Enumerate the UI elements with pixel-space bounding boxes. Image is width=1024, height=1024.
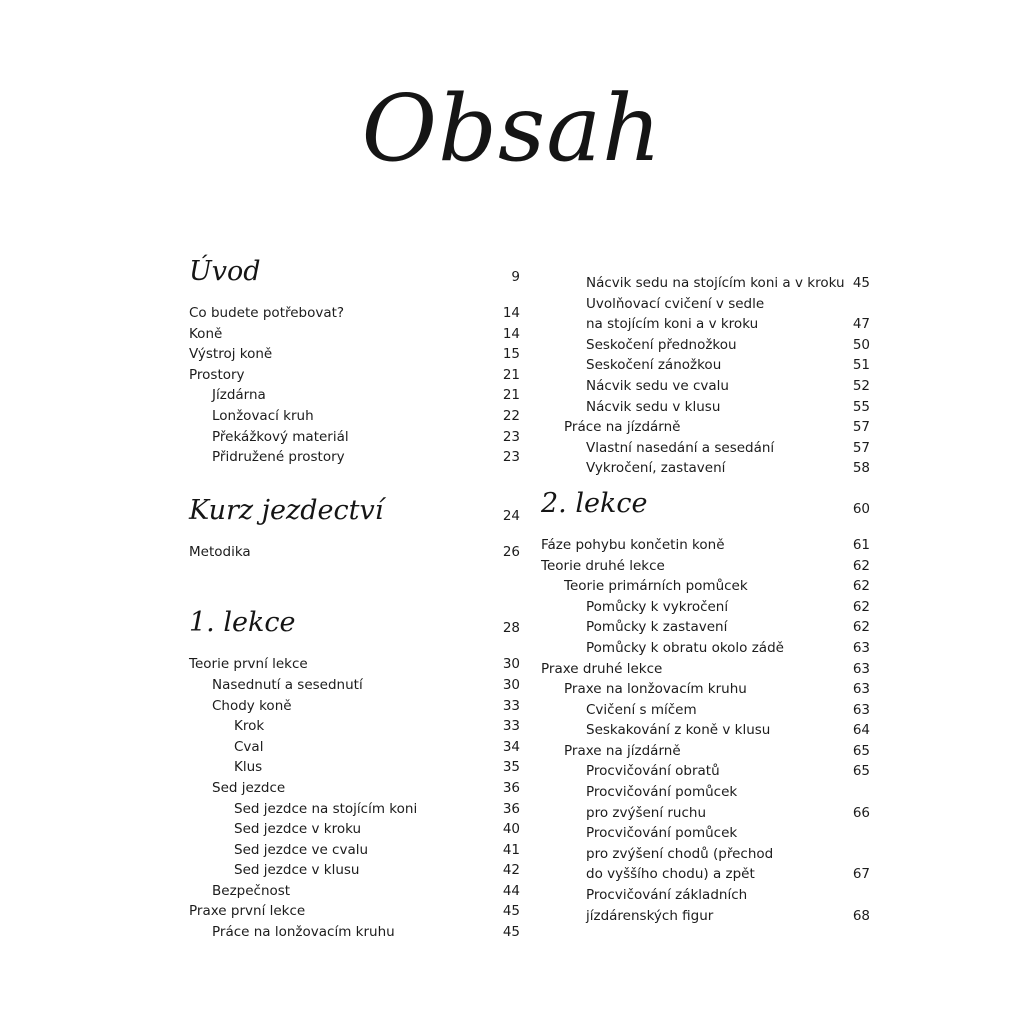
page-number: 41 [502, 841, 520, 858]
toc-entry [541, 823, 870, 844]
entry-title: Seskakování z koně v klusu [586, 722, 771, 739]
entry-title: Procvičování pomůcek [586, 825, 738, 842]
entry-title: Klus [234, 759, 263, 776]
page-number: 30 [502, 676, 520, 693]
toc-entry [189, 757, 520, 778]
toc-entry [541, 576, 870, 597]
page-number: 45 [852, 275, 870, 291]
entry-title: Praxe na lonžovacím kruhu [564, 681, 747, 698]
toc-entry [541, 335, 870, 356]
toc-entry [189, 840, 520, 861]
toc-entry [541, 417, 870, 438]
page-number: 62 [852, 598, 870, 615]
page-number: 68 [852, 907, 870, 924]
toc-entry [541, 761, 870, 782]
toc-entry [189, 799, 520, 820]
toc-entry [189, 365, 520, 386]
entry-title: jízdárenských figur [586, 907, 714, 924]
toc-entry [541, 782, 870, 803]
toc-entry [189, 542, 520, 563]
entry-title: Procvičování pomůcek [586, 784, 738, 801]
toc-entry [189, 427, 520, 448]
toc-entry [541, 638, 870, 659]
section-title: Úvod [189, 256, 261, 287]
entry-title: Nácvik sedu ve cvalu [586, 377, 729, 394]
section-title: 1. lekce [189, 607, 296, 639]
page-number: 63 [852, 660, 870, 677]
toc-entry [541, 659, 870, 680]
section-title: Kurz jezdectví [189, 494, 384, 526]
entry-title: Seskočení zánožkou [586, 357, 722, 374]
page-number: 57 [852, 419, 870, 436]
toc-entry [541, 844, 870, 865]
toc-entry [189, 303, 520, 324]
entry-title: Pomůcky k vykročení [586, 598, 729, 615]
entry-title: Seskočení přednožkou [586, 336, 737, 353]
entry-title: Sed jezdce v kroku [234, 821, 362, 838]
page-number: 15 [502, 346, 520, 363]
toc-section [189, 608, 520, 644]
entry-title: pro zvýšení ruchu [586, 804, 707, 821]
page-number: 62 [852, 578, 870, 595]
page-number: 63 [852, 639, 870, 656]
page-number: 66 [852, 804, 870, 821]
page-number: 60 [852, 500, 870, 517]
spacer [189, 644, 520, 654]
page-number: 21 [502, 366, 520, 383]
toc-entry [189, 860, 520, 881]
entry-title: Sed jezdce [212, 779, 286, 796]
entry-title: Chody koně [212, 697, 292, 714]
page-number: 14 [502, 305, 520, 321]
page-number: 22 [502, 407, 520, 424]
entry-title: Cval [234, 738, 264, 755]
toc-entry [541, 741, 870, 762]
page-number: 40 [502, 821, 520, 838]
entry-title: Vlastní nasedání a sesedání [586, 439, 775, 456]
toc-entry [189, 675, 520, 696]
page-number: 61 [852, 536, 870, 553]
toc-column-right [541, 273, 870, 926]
page-number: 55 [852, 398, 870, 415]
page-number: 14 [502, 325, 520, 342]
entry-title: na stojícím koni a v kroku [586, 316, 759, 333]
entry-title: Bezpečnost [212, 882, 291, 899]
entry-title: Praxe druhé lekce [541, 660, 663, 677]
entry-title: Fáze pohybu končetin koně [541, 536, 725, 553]
page-title: Obsah [361, 75, 663, 182]
page-number: 62 [852, 557, 870, 574]
entry-title: Krok [234, 718, 265, 735]
entry-title: Pomůcky k obratu okolo zádě [586, 639, 784, 656]
page-number: 51 [852, 357, 870, 374]
entry-title: Sed jezdce v klusu [234, 862, 360, 879]
page-number: 62 [852, 619, 870, 636]
toc-entry [189, 901, 520, 922]
entry-title: Překážkový materiál [212, 428, 349, 445]
page-number: 33 [502, 697, 520, 714]
toc-section [541, 489, 870, 525]
toc-entry [189, 654, 520, 675]
entry-title: Procvičování základních [586, 887, 748, 904]
entry-title: Cvičení s míčem [586, 701, 697, 718]
page-number: 28 [502, 620, 520, 637]
page-number: 21 [502, 387, 520, 404]
toc-entry [541, 355, 870, 376]
entry-title: Sed jezdce na stojícím koni [234, 800, 418, 817]
toc-entry [541, 720, 870, 741]
entry-title: Co budete potřebovat? [189, 305, 345, 321]
page-number: 67 [852, 866, 870, 883]
entry-title: Sed jezdce ve cvalu [234, 841, 369, 858]
spacer [189, 293, 520, 303]
toc-entry [541, 458, 870, 479]
entry-title: Teorie druhé lekce [541, 557, 665, 574]
page-number: 36 [502, 800, 520, 817]
page-number: 36 [502, 779, 520, 796]
spacer [189, 532, 520, 542]
page-number: 23 [502, 428, 520, 445]
toc-entry [541, 535, 870, 556]
toc-entry [541, 617, 870, 638]
toc-entry [541, 700, 870, 721]
toc-entry [189, 737, 520, 758]
toc-entry [189, 819, 520, 840]
page-number: 58 [852, 460, 870, 477]
page-number: 64 [852, 722, 870, 739]
toc-entry [541, 556, 870, 577]
page-number: 50 [852, 336, 870, 353]
page-number: 33 [502, 718, 520, 735]
page-number: 30 [502, 656, 520, 673]
toc-section [189, 257, 520, 293]
page-number: 47 [852, 316, 870, 333]
toc-entry [541, 864, 870, 885]
entry-title: Nácvik sedu v klusu [586, 398, 721, 415]
page-number: 63 [852, 681, 870, 698]
page-number: 65 [852, 742, 870, 759]
toc-entry [541, 376, 870, 397]
spacer [189, 562, 520, 608]
page-number: 24 [502, 507, 520, 524]
toc-entry [189, 344, 520, 365]
toc-entry [541, 679, 870, 700]
toc-entry [189, 406, 520, 427]
entry-title: Teorie primárních pomůcek [564, 578, 748, 595]
toc-entry [189, 447, 520, 468]
toc-entry [541, 803, 870, 824]
toc-entry [189, 778, 520, 799]
section-title: 2. lekce [541, 487, 648, 519]
toc-entry [541, 314, 870, 335]
entry-title: Lonžovací kruh [212, 407, 314, 424]
toc-entry [189, 324, 520, 345]
page-number: 57 [852, 439, 870, 456]
entry-title: Jízdárna [212, 387, 266, 404]
entry-title: Metodika [189, 543, 251, 560]
entry-title: Nácvik sedu na stojícím koni a v kroku [586, 275, 845, 291]
entry-title: Nasednutí a sesednutí [212, 676, 363, 693]
toc-section [189, 496, 520, 532]
page-number: 9 [511, 269, 520, 285]
entry-title: Koně [189, 325, 223, 342]
page-number: 45 [502, 924, 520, 941]
spacer [189, 468, 520, 496]
toc-entry [541, 273, 870, 294]
toc-entry [541, 438, 870, 459]
toc-entry [189, 385, 520, 406]
toc-entry [189, 881, 520, 902]
entry-title: Práce na jízdárně [564, 419, 681, 436]
toc-entry [189, 922, 520, 943]
page-number: 52 [852, 377, 870, 394]
entry-title: Teorie první lekce [189, 656, 308, 673]
page-number: 34 [502, 738, 520, 755]
page-number: 23 [502, 449, 520, 466]
entry-title: Pomůcky k zastavení [586, 619, 728, 636]
entry-title: Procvičování obratů [586, 763, 720, 780]
entry-title: Práce na lonžovacím kruhu [212, 924, 395, 941]
entry-title: Přidružené prostory [212, 449, 345, 466]
entry-title: Uvolňovací cvičení v sedle [586, 295, 765, 312]
page-number: 63 [852, 701, 870, 718]
entry-title: Prostory [189, 366, 245, 383]
entry-title: Praxe první lekce [189, 903, 306, 920]
page-number: 42 [502, 862, 520, 879]
entry-title: Praxe na jízdárně [564, 742, 681, 759]
entry-title: Výstroj koně [189, 346, 273, 363]
page-number: 45 [502, 903, 520, 920]
toc-entry [541, 294, 870, 315]
toc-entry [541, 597, 870, 618]
spacer [541, 525, 870, 535]
entry-title: do vyššího chodu) a zpět [586, 866, 755, 883]
toc-entry [541, 906, 870, 927]
toc-entry [541, 397, 870, 418]
toc-column-left [189, 257, 520, 943]
entry-title: pro zvýšení chodů (přechod [586, 845, 774, 862]
toc-entry [541, 885, 870, 906]
page-number: 65 [852, 763, 870, 780]
page-number: 26 [502, 543, 520, 560]
page-number: 35 [502, 759, 520, 776]
toc-entry [189, 716, 520, 737]
entry-title: Vykročení, zastavení [586, 460, 726, 477]
page-number: 44 [502, 882, 520, 899]
toc-entry [189, 696, 520, 717]
